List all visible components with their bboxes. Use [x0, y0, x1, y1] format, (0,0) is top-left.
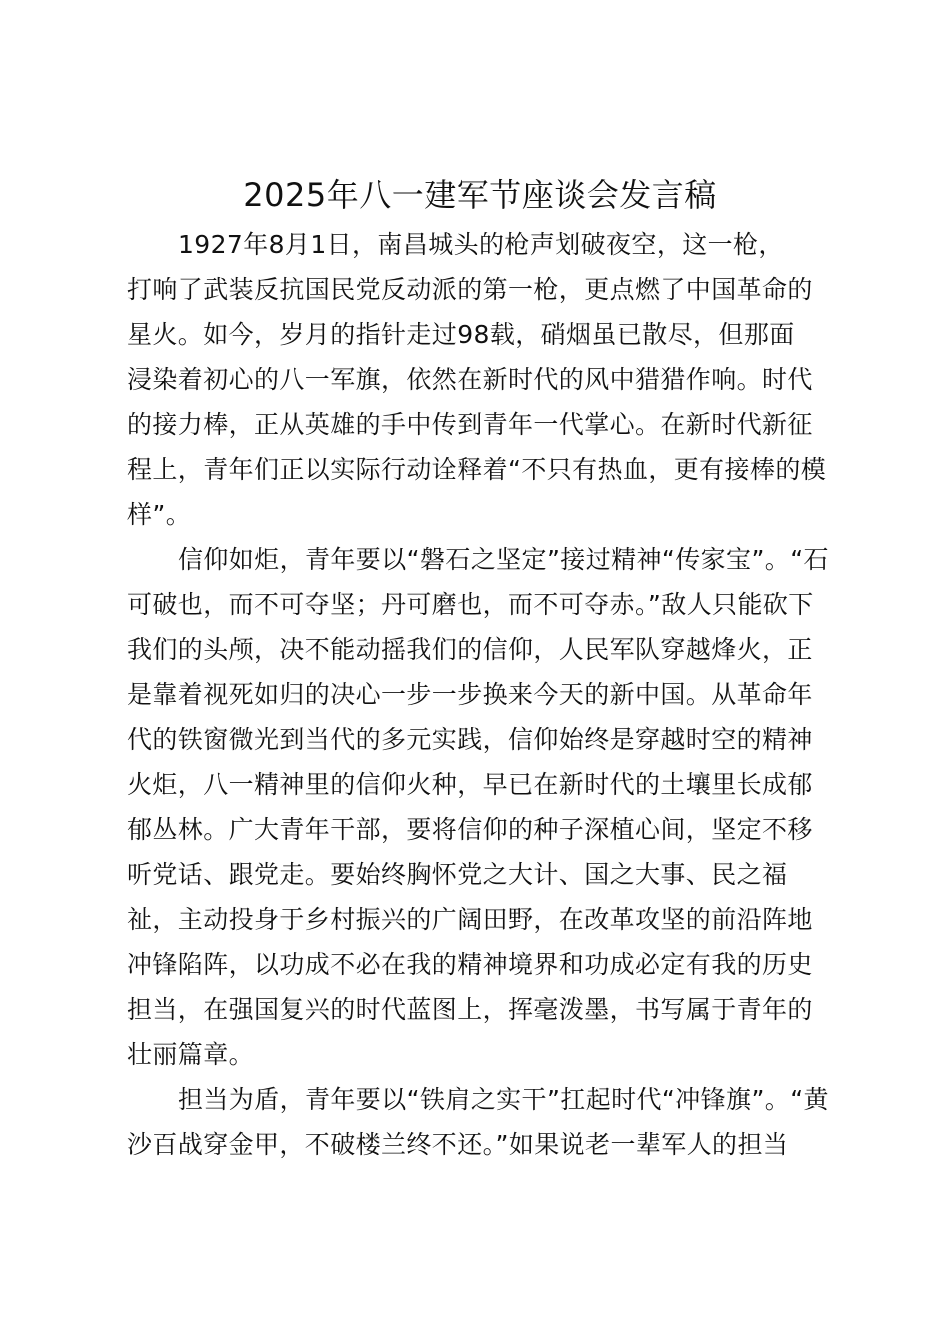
paragraph-2-line-2: 可破也，而不可夺坚；丹可磨也，而不可夺赤。”敌人只能砍下: [127, 590, 814, 619]
document-title: 2025年八一建军节座谈会发言稿: [243, 176, 717, 214]
paragraph-2-line-6: 火炬，八一精神里的信仰火种，早已在新时代的土壤里长成郁: [127, 770, 813, 799]
paragraph-2-line-10: 冲锋陷阵，以功成不必在我的精神境界和功成必定有我的历史: [127, 950, 813, 979]
paragraph-1-line-1: 1927年8月1日，南昌城头的枪声划破夜空，这一枪，: [178, 230, 784, 259]
paragraph-1-line-5: 的接力棒，正从英雄的手中传到青年一代掌心。在新时代新征: [127, 410, 813, 439]
paragraph-1-line-6: 程上，青年们正以实际行动诠释着“不只有热血，更有接棒的模: [127, 455, 827, 484]
paragraph-2-line-4: 是靠着视死如归的决心一步一步换来今天的新中国。从革命年: [127, 680, 813, 709]
document-body: [127, 222, 833, 1167]
paragraph-2-line-11: 担当，在强国复兴的时代蓝图上，挥毫泼墨，书写属于青年的: [127, 995, 813, 1024]
paragraph-3-line-1: 担当为盾，青年要以“铁肩之实干”扛起时代“冲锋旗”。“黄: [178, 1085, 829, 1114]
paragraph-2-line-8: 听党话、跟党走。要始终胸怀党之大计、国之大事、民之福: [127, 860, 788, 889]
paragraph-1-line-2: 打响了武装反抗国民党反动派的第一枪，更点燃了中国革命的: [127, 275, 813, 304]
paragraph-2-line-7: 郁丛林。广大青年干部，要将信仰的种子深植心间，坚定不移: [127, 815, 813, 844]
paragraph-1-line-4: 浸染着初心的八一军旗，依然在新时代的风中猎猎作响。时代: [127, 365, 813, 394]
paragraph-1-line-3: 星火。如今，岁月的指针走过98载，硝烟虽已散尽，但那面: [127, 320, 795, 349]
paragraph-2-line-1: 信仰如炬，青年要以“磐石之坚定”接过精神“传家宝”。“石: [178, 545, 829, 574]
paragraph-2-line-3: 我们的头颅，决不能动摇我们的信仰，人民军队穿越烽火，正: [127, 635, 813, 664]
paragraph-2-line-5: 代的铁窗微光到当代的多元实践，信仰始终是穿越时空的精神: [127, 725, 813, 754]
paragraph-3-line-2: 沙百战穿金甲，不破楼兰终不还。”如果说老一辈军人的担当: [127, 1130, 789, 1159]
paragraph-2-line-12: 壮丽篇章。: [127, 1040, 255, 1069]
paragraph-2-line-9: 祉，主动投身于乡村振兴的广阔田野，在改革攻坚的前沿阵地: [127, 905, 813, 934]
paragraph-1-line-7: 样”。: [127, 500, 192, 529]
